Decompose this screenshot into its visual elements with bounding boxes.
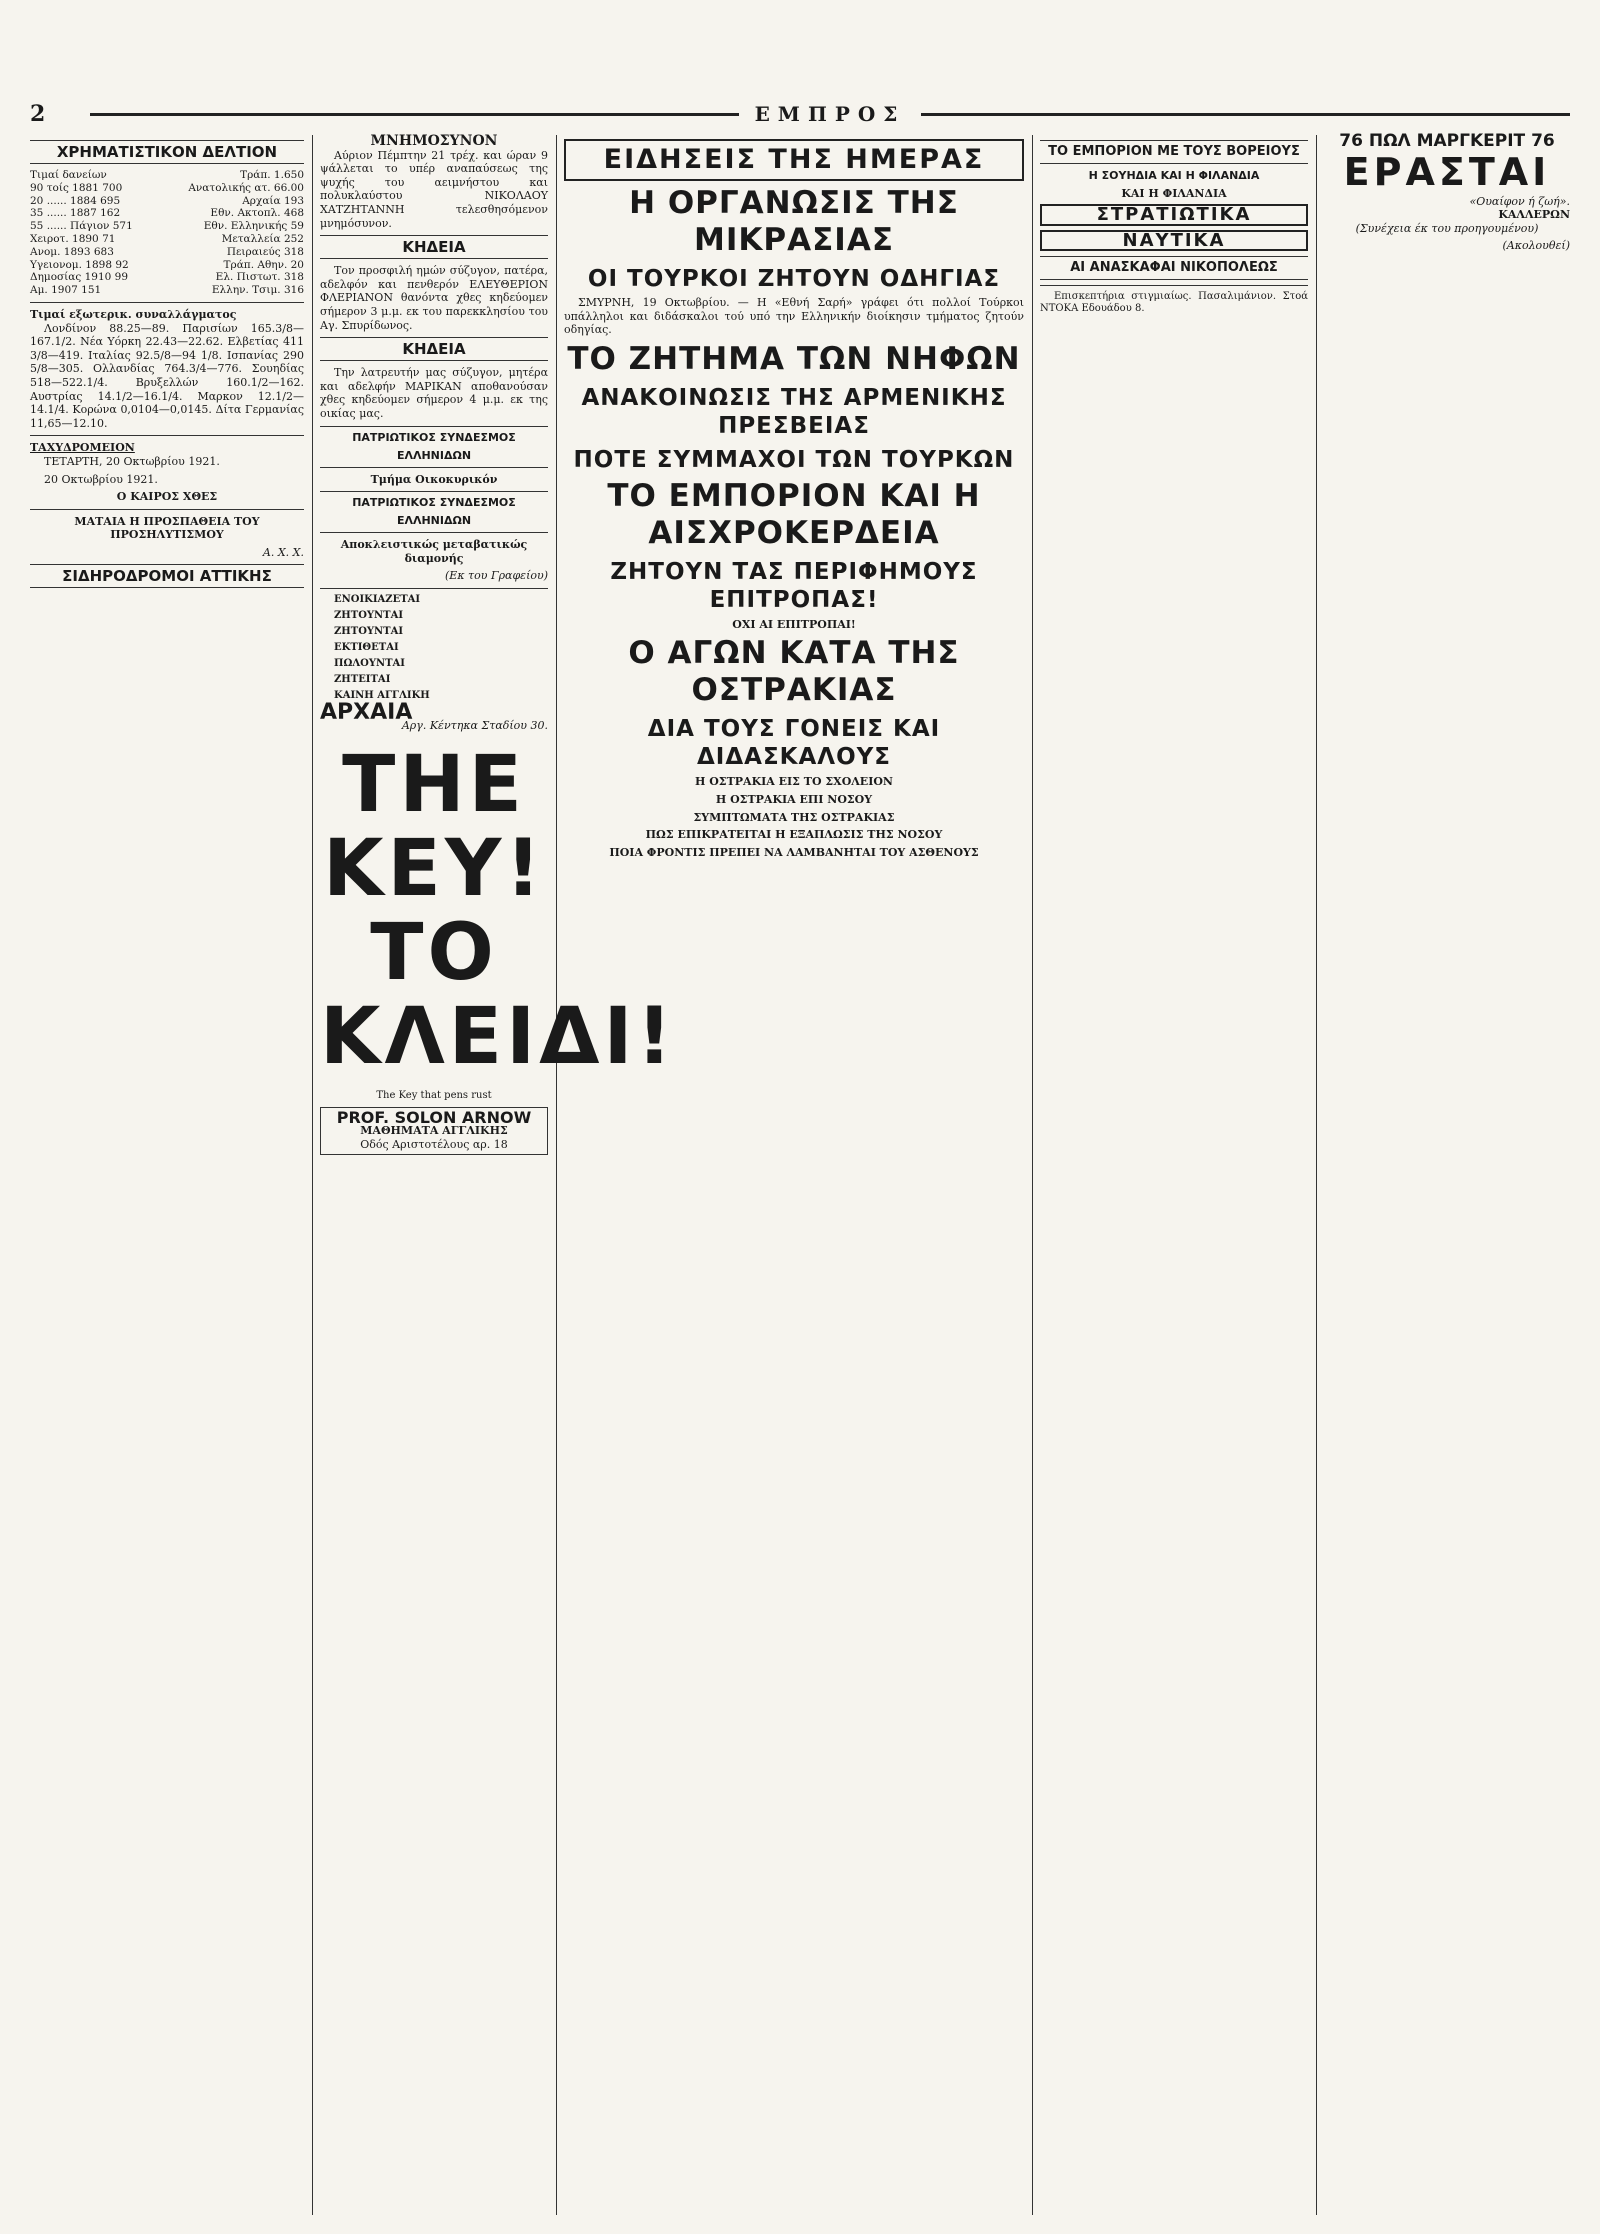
headline-1-sub: ΟΙ ΤΟΥΡΚΟΙ ΖΗΤΟΥΝ ΟΔΗΓΙΑΣ xyxy=(587,266,1001,292)
column-rule xyxy=(1316,135,1317,2215)
feuilleton-header xyxy=(1324,131,1570,151)
matai-signature: Α. Χ. Χ. xyxy=(262,545,304,559)
prof-ad xyxy=(320,1107,548,1156)
headline-4-mid: ΟΧΙ ΑΙ ΕΠΙΤΡΟΠΑΙ! xyxy=(732,617,856,631)
market-title: ΧΡΗΜΑΤΙΣΤΙΚΟΝ ΔΕΛΤΙΟΝ xyxy=(30,140,304,164)
headline-5-sub: ΔΙΑ ΤΟΥΣ ΓΟΝΕΙΣ ΚΑΙ ΔΙΔΑΣΚΑΛΟΥΣ xyxy=(647,716,941,771)
market-row-right: Ελλην. Τσιμ. 316 xyxy=(211,284,304,297)
market-row-right: Τράπ. Αθην. 20 xyxy=(223,258,304,271)
headline-5-b: Η ΟΣΤΡΑΚΙΑ ΕΠΙ ΝΟΣΟΥ xyxy=(715,792,873,806)
assoc-sub: Τμήμα Οικοκυρικόν xyxy=(370,472,498,486)
ad-zititai: ΖΗΤΕΙΤΑΙ xyxy=(334,673,391,685)
weather-title: Ο ΚΑΙΡΟΣ ΧΘΕΣ xyxy=(116,490,218,504)
headline-5-e: ΠΟΙΑ ΦΡΟΝΤΙΣ ΠΡΕΠΕΙ ΝΑ ΛΑΜΒΑΝΗΤΑΙ ΤΟΥ ΑΣΘΕΝΟΥΣ xyxy=(609,845,979,859)
headline-3-sub: ΠΟΤΕ ΣΥΜΜΑΧΟΙ ΤΩΝ ΤΟΥΡΚΩΝ xyxy=(573,446,1015,473)
headline-5-d: ΠΩΣ ΕΠΙΚΡΑΤΕΙΤΑΙ Η ΕΞΑΠΛΩΣΙΣ ΤΗΣ ΝΟΣΟΥ xyxy=(645,828,943,842)
market-row xyxy=(30,169,304,182)
trade-subheadline: Η ΣΟΥΗΔΙΑ ΚΑΙ Η ΦΙΛΑΝΔΙΑ xyxy=(1088,169,1260,182)
feuilleton-number-left: 76 xyxy=(1339,131,1363,151)
divider xyxy=(30,302,304,303)
divider xyxy=(1040,285,1308,286)
column-5 xyxy=(1324,131,1570,2215)
feuilleton-continued: (Συνέχεια έκ του προηγουμένου) xyxy=(1355,221,1539,235)
rail-title: ΣΙΔΗΡΟΔΡΟΜΟΙ ΑΤΤΙΚΗΣ xyxy=(30,564,304,588)
market-row-right: Μεταλλεία 252 xyxy=(221,232,304,245)
headline-5-c: ΣΥΜΠΤΩΜΑΤΑ ΤΗΣ ΟΣΤΡΑΚΙΑΣ xyxy=(693,810,895,824)
market-row xyxy=(30,233,304,246)
column-4 xyxy=(1040,135,1308,2215)
assoc-title: ΠΑΤΡΙΩΤΙΚΟΣ ΣΥΝΔΕΣΜΟΣ ΕΛΛΗΝΙΔΩΝ xyxy=(320,426,548,468)
column-3 xyxy=(564,135,1024,2215)
big-ad-sub: The Key that pens rust xyxy=(376,1090,492,1102)
assoc2-sub: Αποκλειστικώς μεταβατικώς διαμονής xyxy=(340,538,528,565)
market-row xyxy=(30,182,304,195)
big-ad-line2: ΤΟ ΚΛΕΙΔΙ! xyxy=(320,908,677,1083)
ad-enoikiazetai: ΕΝΟΙΚΙΑΖΕΤΑΙ xyxy=(334,593,421,605)
prof-sub: ΜΑΘΗΜΑΤΑ ΑΓΓΛΙΚΗΣ xyxy=(360,1124,508,1138)
market-row-right: Ανατολικής ατ. 66.00 xyxy=(188,181,304,194)
market-row-left: Ανομ. 1893 683 xyxy=(30,245,114,258)
market-row-left: 90 τοίς 1881 700 xyxy=(30,181,123,194)
feuilleton-signature: (Ακολουθεί) xyxy=(1502,239,1570,253)
headline-2: ΤΟ ΖΗΤΗΜΑ ΤΩΝ ΝΗΦΩΝ xyxy=(567,340,1021,377)
masthead-rule-right xyxy=(921,113,1570,116)
headline-1-text: ΣΜΥΡΝΗ, 19 Οκτωβρίου. — Η «Εθνή Σαρή» γράφει ότι πολλοί Τούρκοι υπάλληλοι και διδάσκαλοι τού υπό την Ελληνικήν διοίκησιν τμήματος ζητούν οδηγίας. xyxy=(564,296,1024,337)
ad-arxaia-addr: Αργ. Κέντηκα Σταδίου 30. xyxy=(401,719,548,733)
headline-4: ΤΟ ΕΜΠΟΡΙΟΝ ΚΑΙ Η ΑΙΣΧΡΟΚΕΡΔΕΙΑ xyxy=(607,477,981,551)
trade-mid: ΚΑΙ Η ΦΙΛΑΝΔΙΑ xyxy=(1121,186,1227,200)
ad-polountai: ΠΩΛΟΥΝΤΑΙ xyxy=(334,657,405,669)
market-table xyxy=(30,169,304,297)
headline-1: Η ΟΡΓΑΝΩΣΙΣ ΤΗΣ ΜΙΚΡΑΣΙΑΣ xyxy=(629,185,959,258)
exchange-text: Λονδίνον 88.25—89. Παρισίων 165.3/8—167.1/2. Νέα Υόρκη 22.43—22.62. Ελβετίας 411 3/8—419. Ιταλίας 92.5/8—94 1/8. Ισπανίας 290 5/8—305. Ολλανδίας 764.3/4—776. Σουηδίας 518—522.1/4. Βρυξελλών 160.1/2—162. Αυστρίας 14.1/2—16.1/4. Μαρκον 12.1/2—14.1/4. Κορώνα 0,0104—0,0145. Δίτα Γερμανίας 11,65—12.10. xyxy=(30,321,304,430)
paper-name: ΕΜΠΡΟΣ xyxy=(754,102,906,126)
assoc2-signature: (Εκ του Γραφείου) xyxy=(445,569,548,583)
market-row-left: 20 ...... 1884 695 xyxy=(30,194,121,207)
ad-kaini-angliki: ΚΑΙΝΗ ΑΓΓΛΙΚΗ xyxy=(334,689,430,701)
feuilleton-author: ΠΩΛ ΜΑΡΓΚΕΡΙΤ xyxy=(1368,131,1526,151)
ad-zitountai-1: ΖΗΤΟΥΝΤΑΙ xyxy=(334,609,404,621)
market-row-right: Εθν. Ελληνικής 59 xyxy=(203,220,304,233)
feuilleton-number-right: 76 xyxy=(1531,131,1555,151)
feuilleton-translator: ΚΑΛΛΕΡΩΝ xyxy=(1498,208,1570,222)
big-ad xyxy=(320,740,677,1083)
kideia2-title: ΚΗΔΕΙΑ xyxy=(320,337,548,361)
ad-arxaia: ΑΡΧΑΙΑ xyxy=(320,699,413,725)
memorial-text: Αύριον Πέμπτην 21 τρέχ. και ώραν 9 ψάλλεται το υπέρ αναπαύσεως της ψυχής του αειμνήστου και πολυκλαύστου ΝΙΚΟΛΑΟΥ ΧΑΤΖΗΤΑΝΝΗ τελεσθησόμενον μνημόσυνον. xyxy=(320,148,548,230)
headline-3: ΑΝΑΚΟΙΝΩΣΙΣ ΤΗΣ ΑΡΜΕΝΙΚΗΣ ΠΡΕΣΒΕΙΑΣ xyxy=(581,384,1007,439)
market-row-right: Πειραιεύς 318 xyxy=(226,245,304,258)
post-date: ΤΕΤΑΡΤΗ, 20 Οκτωβρίου 1921. xyxy=(44,454,220,468)
memorial-title: ΜΝΗΜΟΣΥΝΟΝ xyxy=(370,133,498,149)
matai-title: ΜΑΤΑΙΑ Η ΠΡΟΣΠΑΘΕΙΑ ΤΟΥ ΠΡΟΣΗΛΥΤΙΣΜΟΥ xyxy=(74,514,260,542)
column-1 xyxy=(30,135,304,2215)
market-row-left: Τιμαί δανείων xyxy=(30,169,107,181)
headline-5-a: Η ΟΣΤΡΑΚΙΑ ΕΙΣ ΤΟ ΣΧΟΛΕΙΟΝ xyxy=(695,775,893,789)
market-row-right: Ελ. Πιστωτ. 318 xyxy=(215,271,304,284)
market-row xyxy=(30,259,304,272)
prof-name: PROF. SOLON ARNOW xyxy=(336,1107,532,1127)
excavation-headline: ΑΙ ΑΝΑΣΚΑΦΑΙ ΝΙΚΟΠΟΛΕΩΣ xyxy=(1040,256,1308,280)
big-ad-line1: ΤΗΕ ΚΕΥ! xyxy=(323,740,545,915)
market-row xyxy=(30,284,304,297)
post-title: ΤΑΧΥΔΡΟΜΕΙΟΝ xyxy=(30,441,135,455)
market-row xyxy=(30,220,304,233)
prof-addr: Οδός Αριστοτέλους αρ. 18 xyxy=(360,1137,508,1151)
headline-5: Ο ΑΓΩΝ ΚΑΤΑ ΤΗΣ ΟΣΤΡΑΚΙΑΣ xyxy=(628,635,960,709)
kideia1-title: ΚΗΔΕΙΑ xyxy=(320,235,548,259)
market-row-left: Χειροτ. 1890 71 xyxy=(30,232,116,245)
divider xyxy=(30,435,304,436)
market-row-right: Αρχαία 193 xyxy=(242,194,304,207)
column-rule xyxy=(312,135,313,2215)
divider xyxy=(320,588,548,589)
assoc2-title: ΠΑΤΡΙΩΤΙΚΟΣ ΣΥΝΔΕΣΜΟΣ ΕΛΛΗΝΙΔΩΝ xyxy=(320,491,548,533)
kideia1-text: Τον προσφιλή ημών σύζυγον, πατέρα, αδελφόν και πενθερόν ΕΛΕΥΘΕΡΙΟΝ ΦΛΕΡΙΑΝΟΝ θανόντα χθες κηδεύομεν σήμερον 3 μ.μ. εκ του παρεκκλησίου του Αγ. Σπυρίδωνος. xyxy=(320,264,548,332)
market-row-left: 35 ...... 1887 162 xyxy=(30,207,121,220)
masthead xyxy=(30,100,1570,128)
divider xyxy=(30,509,304,510)
feuilleton-title: ΕΡΑΣΤΑΙ xyxy=(1343,149,1551,194)
market-row-right: Τράπ. 1.650 xyxy=(240,169,304,181)
column-rule xyxy=(556,135,557,2215)
trade-headline: ΤΟ ΕΜΠΟΡΙΟΝ ΜΕ ΤΟΥΣ ΒΟΡΕΙΟΥΣ xyxy=(1040,140,1308,164)
post-date-2: 20 Οκτωβρίου 1921. xyxy=(44,472,158,486)
market-row-left: Δημοσίας 1910 99 xyxy=(30,271,129,284)
feuilleton-epigraph: «Ουαίφον ή ζωή». xyxy=(1469,194,1570,208)
market-row-left: Αμ. 1907 151 xyxy=(30,284,102,297)
ad-ektithetai: ΕΚΤΙΘΕΤΑΙ xyxy=(334,641,399,653)
column-2 xyxy=(320,133,677,2215)
market-row xyxy=(30,246,304,259)
naval-headline: ΝΑΥΤΙΚΑ xyxy=(1040,230,1308,252)
ad-zitountai-2: ΖΗΤΟΥΝΤΑΙ xyxy=(334,625,404,637)
masthead-rule-left xyxy=(90,113,739,116)
page-number: 2 xyxy=(30,101,46,127)
column-rule xyxy=(1032,135,1033,2215)
headline-4-sub: ΖΗΤΟΥΝ ΤΑΣ ΠΕΡΙΦΗΜΟΥΣ ΕΠΙΤΡΟΠΑΣ! xyxy=(610,558,978,613)
footer-ad: Επισκεπτήρια στιγμιαίως. Πασαλιμάνιον. Στοά ΝΤΟΚΑ Εδουάδου 8. xyxy=(1040,291,1308,315)
market-row xyxy=(30,195,304,208)
market-row xyxy=(30,207,304,220)
market-row-left: Υγειονομ. 1898 92 xyxy=(30,258,129,271)
market-row-left: 55 ...... Πάγιον 571 xyxy=(30,220,133,233)
market-row xyxy=(30,271,304,284)
military-headline: ΣΤΡΑΤΙΩΤΙΚΑ xyxy=(1040,204,1308,226)
market-row-right: Εθν. Ακτοπλ. 468 xyxy=(210,207,304,220)
exchange-title: Τιμαί εξωτερικ. συναλλάγματος xyxy=(30,307,237,321)
section-title: ΕΙΔΗΣΕΙΣ ΤΗΣ ΗΜΕΡΑΣ xyxy=(564,139,1024,181)
kideia2-text: Την λατρευτήν μας σύζυγον, μητέρα και αδελφήν ΜΑΡΙΚΑΝ αποθανούσαν χθες κηδεύομεν σήμερον 4 μ.μ. εκ της οικίας μας. xyxy=(320,366,548,420)
